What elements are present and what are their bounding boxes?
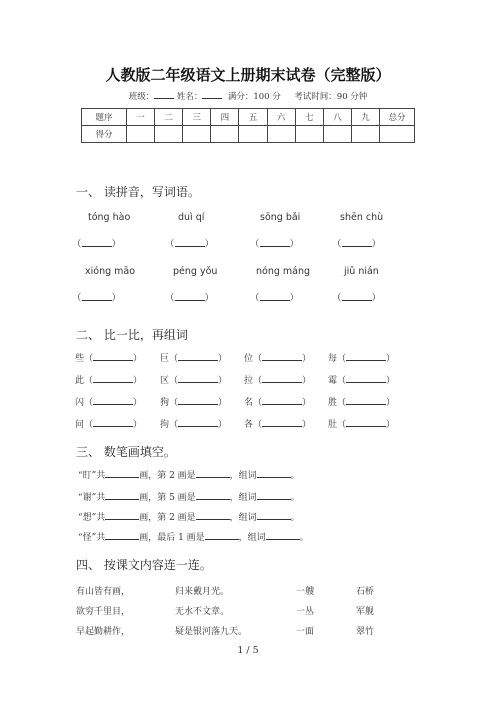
- score-cell[interactable]: [267, 126, 295, 143]
- compare-item[interactable]: 名（ ）: [244, 398, 312, 408]
- section-1-heading: 一、 读拼音，写词语。: [76, 185, 200, 199]
- score-table: [81, 108, 415, 143]
- stroke-question[interactable]: “盯”共 画，第 2 画是 ，组词 。: [78, 471, 300, 481]
- pinyin-item: jiǔ nián: [344, 266, 379, 277]
- compare-item[interactable]: 拉（ ）: [244, 376, 312, 386]
- compare-item[interactable]: 拘（ ）: [160, 420, 228, 430]
- compare-item[interactable]: 问（ ）: [75, 420, 143, 430]
- match-item[interactable]: 军舰: [356, 607, 375, 617]
- score-value-row: [82, 126, 415, 143]
- answer-blank[interactable]: （ ）: [72, 239, 122, 250]
- answer-blank[interactable]: （ ）: [72, 293, 122, 304]
- score-header-cell: 五: [239, 109, 267, 126]
- match-item[interactable]: 翠竹: [356, 627, 375, 637]
- compare-item[interactable]: 巨（ ）: [160, 354, 228, 364]
- compare-item[interactable]: 位（ ）: [244, 354, 312, 364]
- compare-item[interactable]: 闪（ ）: [75, 398, 143, 408]
- answer-blank[interactable]: （ ）: [332, 293, 382, 304]
- stroke-question[interactable]: “谢”共 画，第 5 画是 ，组词 。: [78, 493, 300, 503]
- score-header-cell: 三: [183, 109, 211, 126]
- match-item[interactable]: 无水不文章。: [175, 607, 230, 617]
- exam-time-label: 考试时间：90 分钟: [294, 92, 368, 102]
- score-cell[interactable]: [239, 126, 267, 143]
- stroke-question[interactable]: “怪”共 画，最后 1 画是 ，组词 。: [78, 533, 309, 543]
- answer-blank[interactable]: （ ）: [250, 239, 300, 250]
- score-header-cell: 九: [351, 109, 379, 126]
- compare-item[interactable]: 每（ ）: [328, 354, 396, 364]
- score-cell[interactable]: [351, 126, 379, 143]
- pinyin-item: nóng máng: [256, 266, 311, 277]
- section-3-heading: 三、 数笔画填空。: [76, 445, 176, 459]
- compare-item[interactable]: 霉（ ）: [328, 376, 396, 386]
- compare-item[interactable]: 此（ ）: [75, 376, 143, 386]
- score-cell[interactable]: [211, 126, 239, 143]
- page-number: 1 / 5: [237, 645, 259, 656]
- match-item[interactable]: 一丛: [296, 607, 315, 617]
- score-cell[interactable]: [323, 126, 351, 143]
- full-score-label: 满分：100 分: [227, 92, 281, 102]
- exam-info-line: [0, 90, 496, 102]
- compare-item[interactable]: 肚（ ）: [328, 420, 396, 430]
- score-header-cell: 二: [155, 109, 183, 126]
- score-header-cell: 一: [127, 109, 155, 126]
- answer-blank[interactable]: （ ）: [165, 293, 215, 304]
- answer-blank[interactable]: （ ）: [250, 293, 300, 304]
- match-item[interactable]: 石桥: [356, 587, 375, 597]
- name-blank[interactable]: [202, 90, 222, 99]
- compare-item[interactable]: 狗（ ）: [160, 398, 228, 408]
- compare-item[interactable]: 区（ ）: [160, 376, 228, 386]
- pinyin-item: shēn chù: [340, 212, 384, 223]
- pinyin-item: péng yǒu: [173, 266, 218, 277]
- compare-item[interactable]: 些（ ）: [75, 354, 143, 364]
- match-item[interactable]: 一艘: [296, 587, 315, 597]
- score-header-row: [82, 109, 415, 126]
- pinyin-item: tóng hào: [88, 212, 131, 223]
- name-label: 姓名：: [176, 92, 203, 102]
- score-header-cell: 四: [211, 109, 239, 126]
- answer-blank[interactable]: （ ）: [165, 239, 215, 250]
- match-item[interactable]: 欲穷千里目，: [76, 607, 131, 617]
- match-item[interactable]: 一面: [296, 627, 315, 637]
- score-cell[interactable]: [295, 126, 323, 143]
- score-header-cell: 六: [267, 109, 295, 126]
- section-2-heading: 二、 比一比，再组词: [76, 328, 188, 342]
- score-cell[interactable]: [127, 126, 155, 143]
- score-header-cell: 总分: [380, 109, 415, 126]
- score-cell[interactable]: [380, 126, 415, 143]
- match-item[interactable]: 有山皆有画，: [76, 587, 131, 597]
- match-item[interactable]: 归来戴月光。: [175, 587, 230, 597]
- class-blank[interactable]: [154, 90, 174, 99]
- score-cell[interactable]: [183, 126, 211, 143]
- page-title: 人教版二年级语文上册期末试卷（完整版）: [105, 66, 391, 84]
- compare-item[interactable]: 胜（ ）: [328, 398, 396, 408]
- compare-item[interactable]: 各（ ）: [244, 420, 312, 430]
- score-cell[interactable]: [155, 126, 183, 143]
- pinyin-item: sōng bǎi: [260, 212, 301, 223]
- stroke-question[interactable]: “想”共 画，第 2 画是 ，组词 。: [78, 513, 300, 523]
- pinyin-item: xióng māo: [85, 266, 136, 277]
- section-4-heading: 四、 按课文内容连一连。: [76, 558, 212, 572]
- answer-blank[interactable]: （ ）: [332, 239, 382, 250]
- match-item[interactable]: 早起勤耕作，: [76, 627, 131, 637]
- class-label: 班级：: [128, 92, 155, 102]
- match-item[interactable]: 疑是银河落九天。: [175, 627, 248, 637]
- score-header-cell: 七: [295, 109, 323, 126]
- score-header-cell: 题序: [82, 109, 127, 126]
- score-header-cell: 八: [323, 109, 351, 126]
- score-row-label: 得分: [82, 126, 127, 143]
- pinyin-item: duì qí: [178, 212, 205, 223]
